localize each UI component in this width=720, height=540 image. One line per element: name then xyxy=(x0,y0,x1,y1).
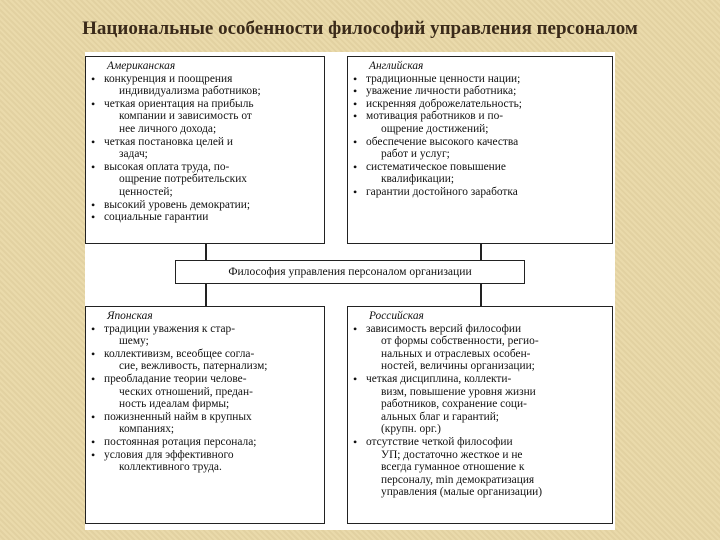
list-item-continuation: всегда гуманное отношение к xyxy=(381,461,525,474)
connector-top-left xyxy=(205,244,207,260)
list-item-continuation: управления (малые организации) xyxy=(381,486,543,499)
list-item: • преобладание теории челове- xyxy=(91,373,320,386)
american-box xyxy=(85,56,325,244)
american-heading: Американская xyxy=(107,60,176,72)
list-item-continuation: компании и зависимость от xyxy=(119,110,252,123)
list-item-continuation: индивидуализма работников; xyxy=(119,85,261,98)
list-item: • систематическое повышение xyxy=(353,161,608,174)
list-item-continuation: альных благ и гарантий; xyxy=(381,410,499,423)
list-item: • высокий уровень демократии; xyxy=(91,199,320,212)
list-item-continuation: визм, повышение уровня жизни xyxy=(381,385,536,398)
list-item: • уважение личности работника; xyxy=(353,85,608,98)
list-item: • традиции уважения к стар- xyxy=(91,323,320,336)
list-item: • четкая ориентация на прибыль xyxy=(91,98,320,111)
list-item-continuation: ощрение достижений; xyxy=(381,122,489,135)
list-item-continuation: работников, сохранение соци- xyxy=(381,398,527,411)
list-item-continuation: УП; достаточно жесткое и не xyxy=(381,448,523,461)
list-item: • искренняя доброжелательность; xyxy=(353,98,608,111)
list-item: • мотивация работников и по- xyxy=(353,110,608,123)
center-philosophy-box: Философия управления персоналом организации xyxy=(175,260,525,284)
list-item: • конкуренция и поощрения xyxy=(91,73,320,86)
japanese-list xyxy=(91,323,320,474)
list-item-continuation: задач; xyxy=(119,148,148,161)
list-item: • высокая оплата труда, по- xyxy=(91,161,320,174)
philosophy-diagram xyxy=(85,52,615,530)
connector-bottom-right xyxy=(480,284,482,306)
list-item-continuation: ощрение потребительских xyxy=(119,173,248,186)
english-list xyxy=(353,73,608,199)
list-item: • четкая дисциплина, коллекти- xyxy=(353,373,608,386)
list-item: • обеспечение высокого качества xyxy=(353,136,608,149)
list-item-continuation: коллективного труда. xyxy=(119,461,222,474)
list-item-continuation: нее личного дохода; xyxy=(119,122,217,135)
english-box xyxy=(347,56,613,244)
list-item-continuation: работ и услуг; xyxy=(381,148,450,161)
list-item-continuation: шему; xyxy=(119,335,149,348)
list-item: • отсутствие четкой философии xyxy=(353,436,608,449)
list-item-continuation: от формы собственности, регио- xyxy=(381,335,539,348)
japanese-box xyxy=(85,306,325,524)
list-item: • четкая постановка целей и xyxy=(91,136,320,149)
page-title: Национальные особенности философий управления персоналом xyxy=(82,18,638,39)
list-item-continuation: ность идеалам фирмы; xyxy=(119,398,230,411)
list-item: • условия для эффективного xyxy=(91,449,320,462)
list-item: • гарантии достойного заработка xyxy=(353,186,608,199)
list-item: • постоянная ротация персонала; xyxy=(91,436,320,449)
connector-top-right xyxy=(480,244,482,260)
russian-list xyxy=(353,323,608,499)
list-item: • социальные гарантии xyxy=(91,211,320,224)
list-item-continuation: ценностей; xyxy=(119,185,173,198)
list-item-continuation: персоналу, min демократизация xyxy=(381,473,535,486)
russian-heading: Российская xyxy=(369,310,424,322)
list-item-continuation: ностей, величины организации; xyxy=(381,360,535,373)
list-item-continuation: квалификации; xyxy=(381,173,455,186)
japanese-heading: Японская xyxy=(107,310,153,322)
russian-box xyxy=(347,306,613,524)
connector-bottom-left xyxy=(205,284,207,306)
american-list xyxy=(91,73,320,224)
english-heading: Английская xyxy=(369,60,424,72)
list-item: • пожизненный найм в крупных xyxy=(91,411,320,424)
list-item: • зависимость версий философии xyxy=(353,323,608,336)
list-item-continuation: (крупн. орг.) xyxy=(381,423,441,436)
list-item-continuation: компаниях; xyxy=(119,423,175,436)
list-item-continuation: ческих отношений, предан- xyxy=(119,385,253,398)
list-item-continuation: нальных и отраслевых особен- xyxy=(381,347,531,360)
list-item-continuation: сие, вежливость, патернализм; xyxy=(119,360,268,373)
list-item: • коллективизм, всеобщее согла- xyxy=(91,348,320,361)
list-item: • традиционные ценности нации; xyxy=(353,73,608,86)
